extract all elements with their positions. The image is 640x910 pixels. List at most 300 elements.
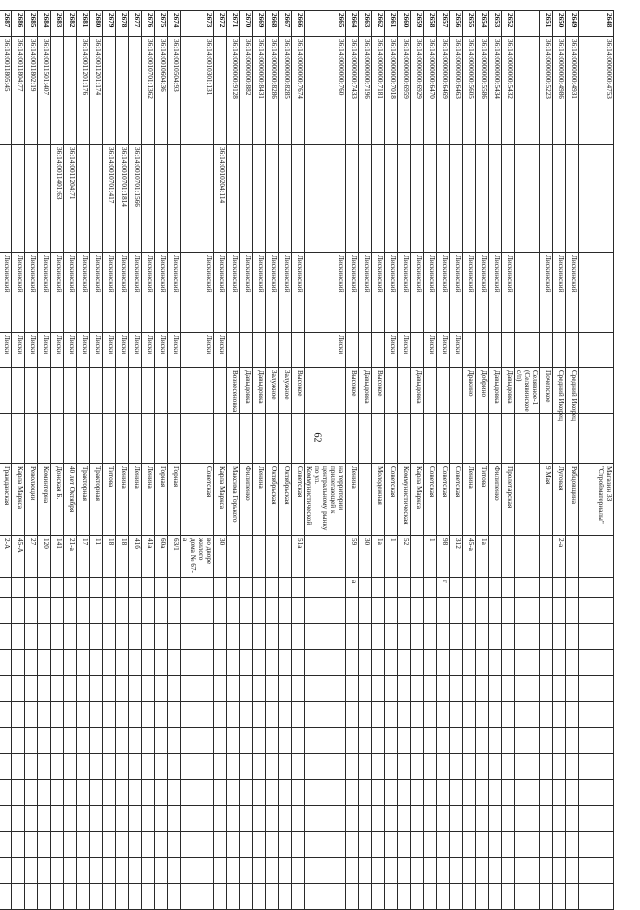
house-suffix — [155, 578, 168, 598]
empty-cell — [502, 780, 515, 806]
street: Советская — [292, 464, 305, 536]
empty-cell — [463, 858, 476, 884]
cadastral-number-alt — [253, 145, 266, 253]
empty-cell — [12, 728, 25, 754]
empty-cell — [90, 832, 103, 858]
row-number: 2679 — [103, 11, 116, 37]
empty-cell — [502, 728, 515, 754]
empty-cell — [155, 780, 168, 806]
cadastral-number — [515, 37, 540, 145]
city — [346, 333, 359, 368]
cadastral-number: 36:14:0000000:5432 — [502, 37, 515, 145]
cadastral-number-alt — [77, 145, 90, 253]
extra-cell — [398, 414, 411, 464]
house-suffix — [489, 578, 502, 598]
empty-cell — [579, 884, 614, 910]
empty-cell — [385, 676, 398, 702]
house-number: 51а — [292, 536, 305, 578]
empty-cell — [411, 858, 424, 884]
cadastral-number-alt — [553, 145, 566, 253]
empty-cell — [411, 754, 424, 780]
empty-cell — [266, 702, 279, 728]
empty-cell — [129, 728, 142, 754]
empty-cell — [553, 884, 566, 910]
house-suffix — [359, 578, 372, 598]
street: Филипенко — [240, 464, 253, 536]
house-number: 30 — [359, 536, 372, 578]
empty-cell — [515, 754, 540, 780]
street: Тракторная — [90, 464, 103, 536]
cadastral-number — [64, 37, 77, 145]
empty-cell — [489, 884, 502, 910]
empty-cell — [359, 832, 372, 858]
empty-cell — [450, 702, 463, 728]
city — [540, 333, 553, 368]
house-number: 120 — [38, 536, 51, 578]
city — [359, 333, 372, 368]
extra-cell — [502, 414, 515, 464]
district: Лискинский — [77, 253, 90, 333]
empty-cell — [489, 702, 502, 728]
table-row — [0, 11, 12, 910]
empty-cell — [142, 676, 155, 702]
cadastral-number: 36:14:0010604:36 — [155, 37, 168, 145]
cadastral-number-alt — [168, 145, 181, 253]
empty-cell — [155, 676, 168, 702]
empty-cell — [240, 884, 253, 910]
empty-cell — [279, 832, 292, 858]
cadastral-number: 36:14:0000000:882 — [240, 37, 253, 145]
empty-cell — [253, 780, 266, 806]
empty-cell — [553, 650, 566, 676]
empty-cell — [90, 754, 103, 780]
table-row — [292, 11, 305, 910]
cadastral-number-alt — [540, 145, 553, 253]
empty-cell — [424, 806, 437, 832]
house-number: 41б — [129, 536, 142, 578]
empty-cell — [25, 702, 38, 728]
district: Лискинский — [90, 253, 103, 333]
empty-cell — [12, 754, 25, 780]
empty-cell — [450, 728, 463, 754]
extra-cell — [129, 414, 142, 464]
empty-cell — [292, 624, 305, 650]
empty-cell — [64, 806, 77, 832]
extra-cell — [305, 414, 346, 464]
street: Ленина — [253, 464, 266, 536]
empty-cell — [38, 728, 51, 754]
empty-cell — [346, 754, 359, 780]
row-number: 2654 — [476, 11, 489, 37]
district: Лискинский — [181, 253, 214, 333]
row-number: 2660 — [398, 11, 411, 37]
empty-cell — [90, 702, 103, 728]
empty-cell — [214, 702, 227, 728]
empty-cell — [0, 884, 12, 910]
empty-cell — [476, 676, 489, 702]
empty-cell — [292, 676, 305, 702]
house-suffix — [553, 578, 566, 598]
empty-cell — [424, 884, 437, 910]
extra-cell — [489, 414, 502, 464]
empty-cell — [64, 858, 77, 884]
empty-cell — [240, 598, 253, 624]
empty-cell — [240, 676, 253, 702]
empty-cell — [253, 650, 266, 676]
empty-cell — [227, 754, 240, 780]
cadastral-number: 36:14:0000000:4986 — [553, 37, 566, 145]
empty-cell — [253, 754, 266, 780]
empty-cell — [553, 806, 566, 832]
extra-cell — [181, 414, 214, 464]
district: Лискинский — [553, 253, 566, 333]
empty-cell — [12, 806, 25, 832]
empty-cell — [25, 754, 38, 780]
empty-cell — [129, 702, 142, 728]
extra-cell — [12, 414, 25, 464]
empty-cell — [279, 702, 292, 728]
street: Тракторная — [77, 464, 90, 536]
cadastral-number: 36:14:0000000:8286 — [266, 37, 279, 145]
district: Лискинский — [38, 253, 51, 333]
empty-cell — [90, 624, 103, 650]
table-row — [346, 11, 359, 910]
empty-cell — [385, 754, 398, 780]
empty-cell — [266, 832, 279, 858]
city — [240, 333, 253, 368]
house-number: 2-а — [553, 536, 566, 578]
empty-cell — [38, 598, 51, 624]
row-number — [515, 11, 540, 37]
cadastral-number-alt — [450, 145, 463, 253]
district: Лискинский — [64, 253, 77, 333]
register-table-container — [3, 10, 614, 883]
row-number: 2678 — [116, 11, 129, 37]
cadastral-number: 36:14:0000000:5605 — [463, 37, 476, 145]
empty-cell — [346, 884, 359, 910]
empty-cell — [515, 858, 540, 884]
row-number: 2686 — [12, 11, 25, 37]
district: Лискинский — [450, 253, 463, 333]
empty-cell — [398, 884, 411, 910]
empty-cell — [476, 728, 489, 754]
empty-cell — [437, 728, 450, 754]
empty-cell — [463, 702, 476, 728]
house-number: 141 — [51, 536, 64, 578]
empty-cell — [0, 780, 12, 806]
street: Революции — [25, 464, 38, 536]
cadastral-number: 36:14:0011802:19 — [25, 37, 38, 145]
house-number — [489, 536, 502, 578]
empty-cell — [553, 832, 566, 858]
empty-cell — [398, 702, 411, 728]
cadastral-number-alt — [566, 145, 579, 253]
row-number: 2664 — [346, 11, 359, 37]
empty-cell — [227, 650, 240, 676]
city: Лиски — [385, 333, 398, 368]
district: Лискинский — [51, 253, 64, 333]
empty-cell — [155, 624, 168, 650]
empty-cell — [566, 832, 579, 858]
empty-cell — [129, 754, 142, 780]
page-number: 62 — [311, 432, 323, 443]
house-number — [540, 536, 553, 578]
empty-cell — [305, 858, 346, 884]
extra-cell — [292, 414, 305, 464]
house-suffix — [0, 578, 12, 598]
empty-cell — [515, 806, 540, 832]
district: Лискинский — [279, 253, 292, 333]
empty-cell — [346, 598, 359, 624]
settlement: Высокое — [346, 368, 359, 414]
empty-cell — [385, 598, 398, 624]
house-number: 2-А — [0, 536, 12, 578]
empty-cell — [142, 832, 155, 858]
empty-cell — [463, 884, 476, 910]
empty-cell — [77, 676, 90, 702]
empty-cell — [463, 624, 476, 650]
empty-cell — [372, 884, 385, 910]
empty-cell — [385, 806, 398, 832]
empty-cell — [489, 650, 502, 676]
empty-cell — [489, 624, 502, 650]
empty-cell — [51, 832, 64, 858]
empty-cell — [142, 780, 155, 806]
house-suffix — [253, 578, 266, 598]
empty-cell — [168, 806, 181, 832]
street: Ленина — [463, 464, 476, 536]
empty-cell — [450, 832, 463, 858]
city: Лиски — [77, 333, 90, 368]
house-suffix — [227, 578, 240, 598]
house-suffix — [64, 578, 77, 598]
empty-cell — [437, 832, 450, 858]
street: Советская — [385, 464, 398, 536]
table-row — [553, 11, 566, 910]
table-row — [142, 11, 155, 910]
house-number — [305, 536, 346, 578]
extra-cell — [385, 414, 398, 464]
empty-cell — [502, 598, 515, 624]
empty-cell — [424, 780, 437, 806]
empty-cell — [0, 702, 12, 728]
empty-cell — [372, 650, 385, 676]
extra-cell — [515, 414, 540, 464]
cadastral-number: 36:14:0011201:176 — [77, 37, 90, 145]
empty-cell — [90, 598, 103, 624]
house-suffix — [579, 578, 614, 598]
street: Титова — [103, 464, 116, 536]
settlement — [385, 368, 398, 414]
empty-cell — [155, 884, 168, 910]
empty-cell — [129, 780, 142, 806]
empty-cell — [305, 884, 346, 910]
cadastral-number-alt — [372, 145, 385, 253]
city — [292, 333, 305, 368]
empty-cell — [566, 676, 579, 702]
house-suffix — [566, 578, 579, 598]
empty-cell — [489, 780, 502, 806]
empty-cell — [25, 858, 38, 884]
house-suffix — [305, 578, 346, 598]
district: Лискинский — [424, 253, 437, 333]
settlement — [38, 368, 51, 414]
cadastral-number-alt — [398, 145, 411, 253]
extra-cell — [476, 414, 489, 464]
city: Лиски — [129, 333, 142, 368]
extra-cell — [463, 414, 476, 464]
cadastral-number-alt — [0, 145, 12, 253]
empty-cell — [116, 832, 129, 858]
empty-cell — [103, 702, 116, 728]
settlement — [450, 368, 463, 414]
district: Лискинский — [305, 253, 346, 333]
house-number — [240, 536, 253, 578]
house-suffix — [463, 578, 476, 598]
house-number — [515, 536, 540, 578]
cadastral-number: 36:14:0011805:45 — [0, 37, 12, 145]
empty-cell — [0, 650, 12, 676]
house-number: 11 — [90, 536, 103, 578]
cadastral-number-alt: 36:14:0010701:417 — [103, 145, 116, 253]
row-number: 2653 — [489, 11, 502, 37]
settlement — [168, 368, 181, 414]
empty-cell — [515, 780, 540, 806]
empty-cell — [476, 598, 489, 624]
row-number: 2681 — [77, 11, 90, 37]
extra-cell — [240, 414, 253, 464]
settlement — [116, 368, 129, 414]
house-suffix — [424, 578, 437, 598]
empty-cell — [579, 676, 614, 702]
empty-cell — [540, 754, 553, 780]
empty-cell — [51, 728, 64, 754]
empty-cell — [398, 650, 411, 676]
empty-cell — [359, 598, 372, 624]
settlement: Давыдовка — [411, 368, 424, 414]
empty-cell — [181, 806, 214, 832]
district: Лискинский — [12, 253, 25, 333]
empty-cell — [372, 832, 385, 858]
table-row — [411, 11, 424, 910]
settlement — [90, 368, 103, 414]
empty-cell — [38, 780, 51, 806]
empty-cell — [437, 884, 450, 910]
empty-cell — [476, 754, 489, 780]
city — [463, 333, 476, 368]
empty-cell — [12, 624, 25, 650]
empty-cell — [476, 780, 489, 806]
empty-cell — [398, 832, 411, 858]
empty-cell — [292, 598, 305, 624]
empty-cell — [129, 884, 142, 910]
empty-cell — [129, 650, 142, 676]
empty-cell — [103, 884, 116, 910]
empty-cell — [0, 676, 12, 702]
row-number: 2648 — [579, 11, 614, 37]
empty-cell — [142, 754, 155, 780]
district: Лискинский — [476, 253, 489, 333]
cadastral-number-alt — [25, 145, 38, 253]
empty-cell — [450, 780, 463, 806]
empty-cell — [51, 650, 64, 676]
empty-cell — [227, 780, 240, 806]
empty-cell — [476, 806, 489, 832]
street: Донская Б. — [51, 464, 64, 536]
empty-cell — [398, 780, 411, 806]
empty-cell — [0, 806, 12, 832]
empty-cell — [25, 780, 38, 806]
district: Лискинский — [0, 253, 12, 333]
row-number: 2676 — [142, 11, 155, 37]
house-suffix — [450, 578, 463, 598]
empty-cell — [292, 754, 305, 780]
house-number — [502, 536, 515, 578]
empty-cell — [540, 702, 553, 728]
row-number: 2649 — [566, 11, 579, 37]
city: Лиски — [305, 333, 346, 368]
empty-cell — [305, 806, 346, 832]
extra-cell — [266, 414, 279, 464]
table-row — [450, 11, 463, 910]
empty-cell — [266, 598, 279, 624]
table-row — [266, 11, 279, 910]
empty-cell — [12, 702, 25, 728]
empty-cell — [214, 728, 227, 754]
district: Лискинский — [25, 253, 38, 333]
street: Ленина — [116, 464, 129, 536]
table-row — [168, 11, 181, 910]
house-number — [266, 536, 279, 578]
extra-cell — [450, 414, 463, 464]
empty-cell — [227, 598, 240, 624]
cadastral-number-alt — [463, 145, 476, 253]
city — [372, 333, 385, 368]
district: Лискинский — [540, 253, 553, 333]
empty-cell — [279, 780, 292, 806]
extra-cell — [253, 414, 266, 464]
empty-cell — [346, 650, 359, 676]
empty-cell — [279, 624, 292, 650]
settlement: Средний Икорец — [553, 368, 566, 414]
house-number: 27 — [25, 536, 38, 578]
empty-cell — [64, 884, 77, 910]
empty-cell — [168, 780, 181, 806]
cadastral-number-alt — [155, 145, 168, 253]
empty-cell — [266, 650, 279, 676]
empty-cell — [227, 702, 240, 728]
empty-cell — [181, 884, 214, 910]
table-row — [129, 11, 142, 910]
empty-cell — [103, 754, 116, 780]
house-suffix — [476, 578, 489, 598]
cadastral-number-alt — [12, 145, 25, 253]
empty-cell — [25, 832, 38, 858]
empty-cell — [372, 858, 385, 884]
house-suffix — [240, 578, 253, 598]
settlement: Средний Икорец — [566, 368, 579, 414]
empty-cell — [566, 650, 579, 676]
extra-cell — [77, 414, 90, 464]
empty-cell — [450, 676, 463, 702]
empty-cell — [411, 806, 424, 832]
empty-cell — [129, 598, 142, 624]
city: Лиски — [90, 333, 103, 368]
city: Лиски — [398, 333, 411, 368]
cadastral-number — [51, 37, 64, 145]
cadastral-number — [103, 37, 116, 145]
city: Лиски — [12, 333, 25, 368]
